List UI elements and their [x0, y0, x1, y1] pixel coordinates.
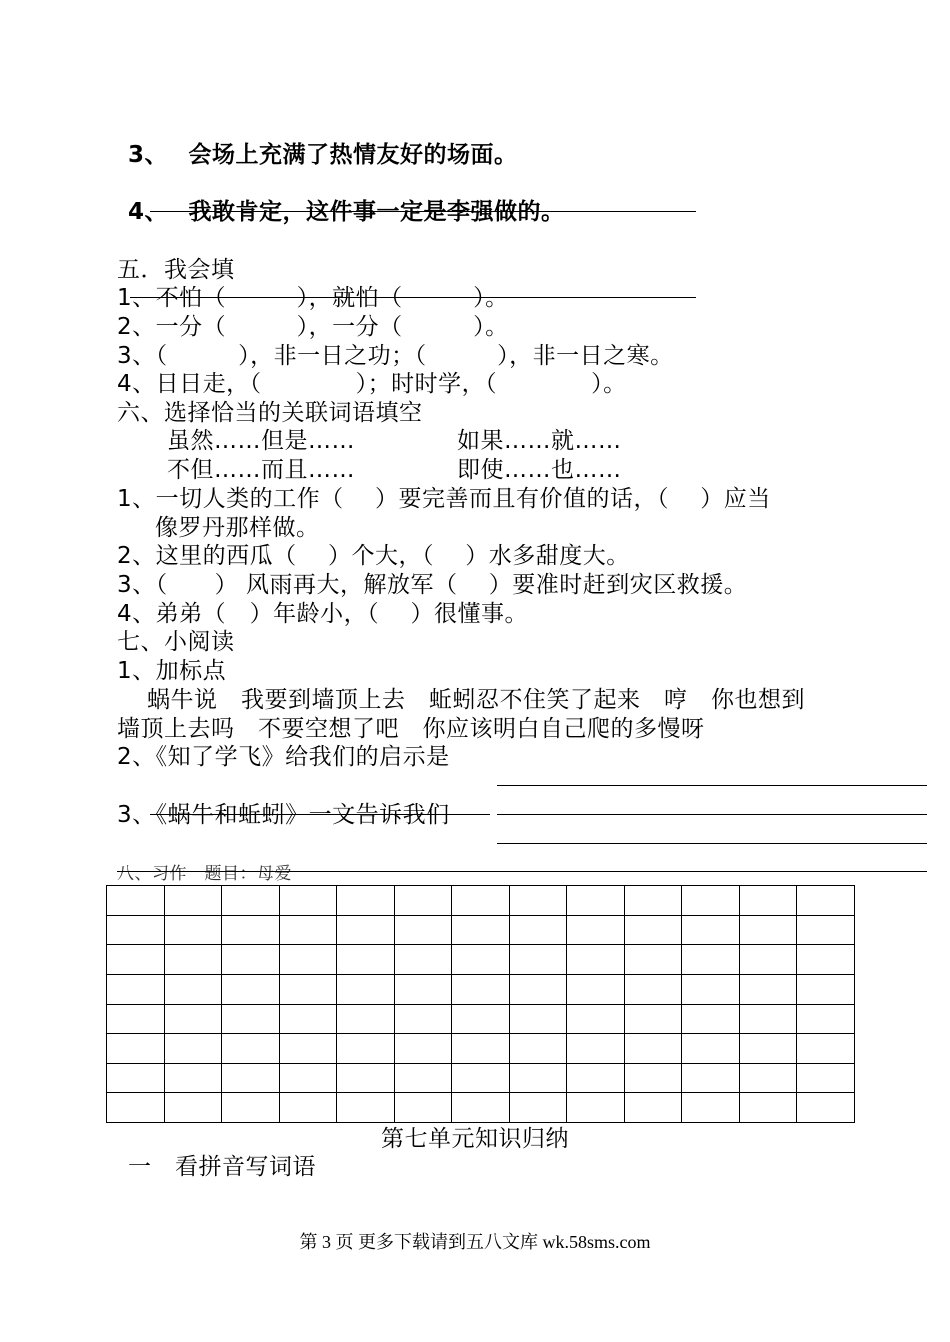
grid-cell	[739, 1063, 797, 1093]
grid-row	[107, 1093, 855, 1123]
grid-cell	[797, 915, 855, 945]
grid-cell	[394, 1063, 452, 1093]
fill-item-4: 4、日日走，（ ）；时时学，（ ）。	[117, 371, 627, 397]
strike-line	[130, 297, 696, 298]
grid-cell	[279, 1034, 337, 1064]
grid-cell	[624, 915, 682, 945]
grid-cell	[567, 886, 625, 916]
grid-cell	[394, 915, 452, 945]
grid-cell	[394, 945, 452, 975]
grid-cell	[452, 1004, 510, 1034]
grid-cell	[509, 1093, 567, 1123]
question-2: 2、《知了学飞》给我们的启示是	[117, 744, 450, 770]
grid-cell	[797, 1063, 855, 1093]
grid-cell	[164, 1034, 222, 1064]
grid-cell	[222, 1063, 280, 1093]
grid-cell	[394, 974, 452, 1004]
grid-cell	[682, 1093, 740, 1123]
grid-cell	[739, 886, 797, 916]
grid-cell	[164, 915, 222, 945]
grid-cell	[452, 1034, 510, 1064]
grid-cell	[394, 1004, 452, 1034]
grid-cell	[682, 1004, 740, 1034]
grid-cell	[452, 974, 510, 1004]
grid-cell	[222, 974, 280, 1004]
passage-line-1: 蜗牛说 我要到墙顶上去 蚯蚓忍不住笑了起来 哼 你也想到	[147, 687, 805, 713]
grid-cell	[337, 945, 395, 975]
option-budan: 不但……而且……	[167, 457, 355, 483]
sentence-4: 4、 我敢肯定，这件事一定是李强做的。	[128, 199, 565, 225]
grid-cell	[452, 915, 510, 945]
grid-cell	[279, 974, 337, 1004]
section-5-title: 五．我会填	[117, 257, 235, 283]
grid-cell	[567, 945, 625, 975]
section-7-title: 七、小阅读	[117, 629, 235, 655]
grid-cell	[222, 945, 280, 975]
writing-grid	[106, 885, 855, 1123]
conj-item-3: 3、（ ） 风雨再大，解放军（ ）要准时赶到灾区救援。	[117, 572, 748, 598]
grid-cell	[279, 1093, 337, 1123]
grid-cell	[797, 974, 855, 1004]
grid-cell	[337, 1034, 395, 1064]
option-jishi: 即使……也……	[457, 457, 622, 483]
grid-cell	[797, 886, 855, 916]
grid-cell	[682, 974, 740, 1004]
grid-cell	[739, 1004, 797, 1034]
grid-cell	[164, 1093, 222, 1123]
grid-cell	[452, 886, 510, 916]
answer-line	[497, 785, 927, 786]
strike-line	[150, 211, 696, 212]
grid-cell	[222, 915, 280, 945]
unit-title: 第七单元知识归纳	[381, 1126, 569, 1152]
grid-cell	[107, 1063, 165, 1093]
grid-cell	[509, 886, 567, 916]
grid-cell	[337, 886, 395, 916]
grid-cell	[222, 1034, 280, 1064]
grid-cell	[682, 886, 740, 916]
grid-cell	[682, 1034, 740, 1064]
grid-cell	[452, 1093, 510, 1123]
grid-cell	[164, 945, 222, 975]
grid-row	[107, 945, 855, 975]
grid-cell	[107, 1004, 165, 1034]
grid-cell	[567, 1063, 625, 1093]
grid-cell	[624, 945, 682, 975]
grid-cell	[337, 1093, 395, 1123]
grid-row	[107, 1034, 855, 1064]
grid-cell	[279, 1063, 337, 1093]
grid-cell	[509, 1004, 567, 1034]
grid-cell	[797, 945, 855, 975]
grid-cell	[222, 1004, 280, 1034]
grid-cell	[107, 1093, 165, 1123]
grid-cell	[164, 1063, 222, 1093]
grid-cell	[509, 1063, 567, 1093]
grid-cell	[797, 1034, 855, 1064]
grid-cell	[739, 1093, 797, 1123]
grid-cell	[624, 1063, 682, 1093]
grid-cell	[567, 974, 625, 1004]
grid-cell	[394, 1034, 452, 1064]
conj-item-2: 2、这里的西瓜（ ）个大，（ ）水多甜度大。	[117, 543, 630, 569]
grid-cell	[797, 1004, 855, 1034]
answer-line	[497, 843, 927, 844]
grid-cell	[279, 1004, 337, 1034]
option-suiran: 虽然……但是……	[167, 428, 355, 454]
grid-cell	[567, 915, 625, 945]
grid-cell	[337, 974, 395, 1004]
grid-row	[107, 974, 855, 1004]
punctuation-task: 1、加标点	[117, 658, 227, 684]
grid-cell	[222, 886, 280, 916]
question-3: 3、《蜗牛和蚯蚓》一文告诉我们	[117, 802, 450, 828]
fill-item-2: 2、一分（ ），一分（ ）。	[117, 314, 509, 340]
grid-row	[107, 915, 855, 945]
grid-row	[107, 1063, 855, 1093]
grid-cell	[279, 915, 337, 945]
grid-cell	[394, 1093, 452, 1123]
fill-item-1: 1、不怕（ ），就怕（ ）。	[117, 285, 509, 311]
grid-cell	[107, 945, 165, 975]
grid-cell	[509, 915, 567, 945]
strike-line	[150, 814, 490, 815]
conj-item-4: 4、弟弟（ ）年龄小，（ ）很懂事。	[117, 601, 528, 627]
page-footer: 第 3 页 更多下载请到五八文库 wk.58sms.com	[299, 1232, 651, 1252]
grid-cell	[107, 886, 165, 916]
grid-cell	[164, 974, 222, 1004]
sentence-3: 3、 会场上充满了热情友好的场面。	[128, 142, 518, 168]
grid-cell	[509, 1034, 567, 1064]
grid-cell	[624, 1004, 682, 1034]
grid-cell	[337, 1063, 395, 1093]
grid-cell	[394, 886, 452, 916]
grid-cell	[567, 1004, 625, 1034]
answer-line	[117, 871, 927, 872]
grid-cell	[682, 915, 740, 945]
grid-cell	[279, 886, 337, 916]
grid-cell	[107, 974, 165, 1004]
grid-row	[107, 1004, 855, 1034]
passage-line-2: 墙顶上去吗 不要空想了吧 你应该明白自己爬的多慢呀	[117, 716, 705, 742]
grid-cell	[797, 1093, 855, 1123]
grid-cell	[164, 1004, 222, 1034]
grid-cell	[739, 1034, 797, 1064]
grid-cell	[509, 945, 567, 975]
option-ruguo: 如果……就……	[457, 428, 622, 454]
grid-cell	[107, 1034, 165, 1064]
grid-cell	[452, 1063, 510, 1093]
fill-item-3: 3、（ ），非一日之功；（ ），非一日之寒。	[117, 343, 674, 369]
grid-cell	[624, 974, 682, 1004]
grid-cell	[739, 915, 797, 945]
grid-cell	[337, 1004, 395, 1034]
grid-cell	[509, 974, 567, 1004]
grid-cell	[107, 915, 165, 945]
section-8-title: 八、习作 题目：母爱	[117, 864, 292, 884]
grid-cell	[739, 945, 797, 975]
grid-cell	[164, 886, 222, 916]
grid-cell	[739, 974, 797, 1004]
grid-cell	[279, 945, 337, 975]
conj-item-1: 1、一切人类的工作（ ）要完善而且有价值的话，（ ）应当	[117, 486, 771, 512]
grid-cell	[682, 945, 740, 975]
grid-cell	[624, 1034, 682, 1064]
section-6-title: 六、选择恰当的关联词语填空	[117, 400, 423, 426]
grid-cell	[222, 1093, 280, 1123]
grid-cell	[624, 886, 682, 916]
grid-cell	[567, 1034, 625, 1064]
grid-cell	[452, 945, 510, 975]
grid-cell	[337, 915, 395, 945]
grid-row	[107, 886, 855, 916]
grid-cell	[567, 1093, 625, 1123]
unit-subtitle: 一 看拼音写词语	[128, 1154, 316, 1180]
grid-cell	[624, 1093, 682, 1123]
conj-item-1-cont: 像罗丹那样做。	[155, 515, 320, 541]
answer-line	[497, 814, 927, 815]
grid-cell	[682, 1063, 740, 1093]
